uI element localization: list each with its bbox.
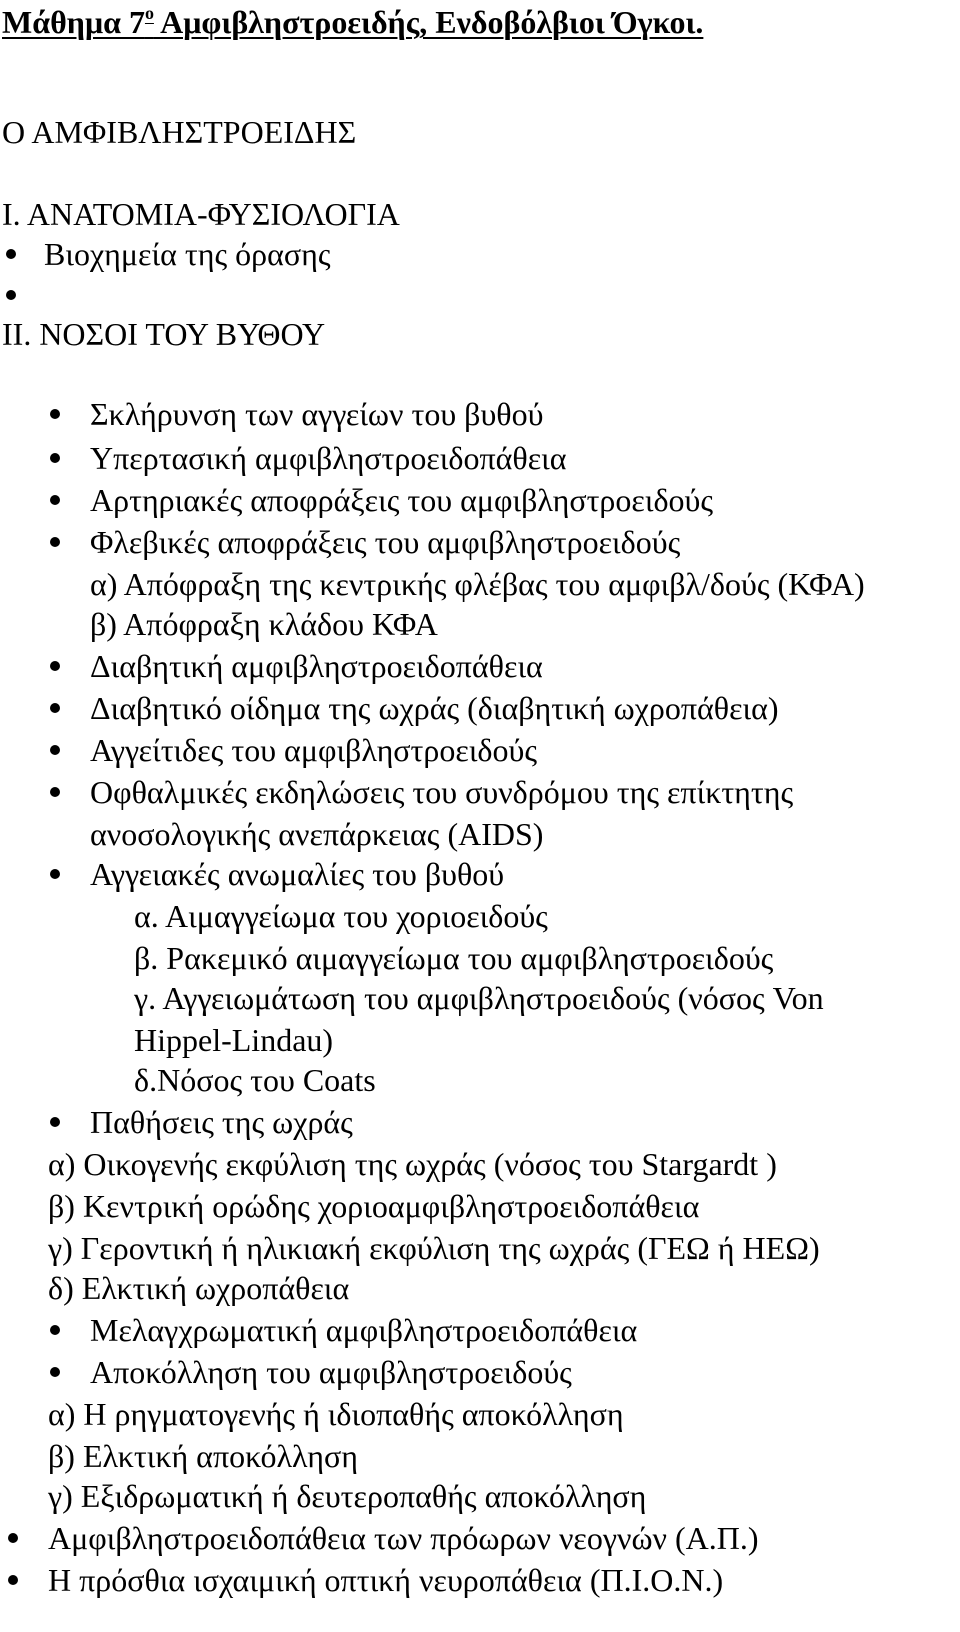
list-subitem: β) Κεντρική ορώδης χοριοαμφιβληστροειδοπάθεια: [48, 1188, 700, 1224]
list-item: Αποκόλληση του αμφιβληστροειδούς: [90, 1354, 572, 1390]
list-subitem: β) Ελκτική αποκόλληση: [48, 1438, 358, 1474]
list-subitem: α) Οικογενής εκφύλιση της ωχράς (νόσος του Stargardt ): [48, 1146, 777, 1182]
list-item-continuation: ανοσολογικής ανεπάρκειας (AIDS): [90, 816, 544, 852]
list-item: Διαβητική αμφιβληστροειδοπάθεια: [90, 648, 543, 684]
list-item: Αμφιβληστροειδοπάθεια των πρόωρων νεογνών (Α.Π.): [48, 1520, 759, 1556]
bullet-icon: [50, 745, 60, 755]
list-item: Οφθαλμικές εκδηλώσεις του συνδρόμου της επίκτητης: [90, 774, 794, 810]
title-prefix: Μάθημα 7: [2, 4, 145, 40]
section-1-heading: Ι. ΑΝΑΤΟΜΙΑ-ΦΥΣΙΟΛΟΓΙΑ: [2, 196, 400, 232]
list-item: Σκλήρυνση των αγγείων του βυθού: [90, 396, 544, 432]
list-item: Αγγειακές ανωμαλίες του βυθού: [90, 856, 505, 892]
title-rest: Αμφιβληστροειδής, Ενδοβόλβιοι Όγκοι.: [153, 4, 704, 40]
list-subitem: α) Η ρηγματογενής ή ιδιοπαθής αποκόλληση: [48, 1396, 624, 1432]
bullet-icon: [50, 703, 60, 713]
bullet-icon: [50, 495, 60, 505]
list-subitem: β. Ρακεμικό αιμαγγείωμα του αμφιβληστροειδούς: [134, 940, 774, 976]
bullet-icon: [50, 1367, 60, 1377]
list-item: Αγγείτιδες του αμφιβληστροειδούς: [90, 732, 538, 768]
list-item: Μελαγχρωματική αμφιβληστροειδοπάθεια: [90, 1312, 638, 1348]
bullet-icon: [50, 787, 60, 797]
bullet-icon: [6, 249, 16, 259]
list-subitem: δ) Ελκτική ωχροπάθεια: [48, 1270, 350, 1306]
list-subitem: γ. Αγγειωμάτωση του αμφιβληστροειδούς (νόσος Von: [134, 980, 824, 1016]
list-subitem: γ) Γεροντική ή ηλικιακή εκφύλιση της ωχράς (ΓΕΩ ή ΗΕΩ): [48, 1230, 820, 1266]
list-item: Παθήσεις της ωχράς: [90, 1104, 353, 1140]
bullet-icon: [50, 1325, 60, 1335]
bullet-icon: [50, 409, 60, 419]
bullet-icon: [50, 537, 60, 547]
lesson-title: [2, 2, 703, 42]
section-main-heading: Ο ΑΜΦΙΒΛΗΣΤΡΟΕΙΔΗΣ: [2, 114, 357, 150]
bullet-icon: [50, 453, 60, 463]
list-subitem: β) Απόφραξη κλάδου ΚΦΑ: [90, 606, 438, 642]
list-item: Φλεβικές αποφράξεις του αμφιβληστροειδούς: [90, 524, 681, 560]
list-item: Υπερτασική αμφιβληστροειδοπάθεια: [90, 440, 567, 476]
bullet-icon: [8, 1533, 18, 1543]
list-item: Η πρόσθια ισχαιμική οπτική νευροπάθεια (Π.Ι.Ο.Ν.): [48, 1562, 724, 1598]
list-subitem-continuation: Hippel-Lindau): [134, 1022, 334, 1058]
section-2-heading: ΙΙ. ΝΟΣΟΙ ΤΟΥ ΒΥΘΟΥ: [2, 316, 326, 352]
list-subitem: δ.Νόσος του Coats: [134, 1062, 376, 1098]
list-item: Διαβητικό οίδημα της ωχράς (διαβητική ωχροπάθεια): [90, 690, 779, 726]
bullet-icon: [50, 869, 60, 879]
title-superscript: ο: [144, 3, 154, 23]
section-1-item: Βιοχημεία της όρασης: [44, 236, 331, 272]
bullet-icon: [50, 661, 60, 671]
list-subitem: α. Αιμαγγείωμα του χοριοειδούς: [134, 898, 548, 934]
bullet-icon: [6, 290, 16, 300]
bullet-icon: [50, 1117, 60, 1127]
list-item: Αρτηριακές αποφράξεις του αμφιβληστροειδούς: [90, 482, 714, 518]
list-subitem: γ) Εξιδρωματική ή δευτεροπαθής αποκόλληση: [48, 1478, 647, 1514]
list-subitem: α) Απόφραξη της κεντρικής φλέβας του αμφιβλ/δούς (ΚΦΑ): [90, 566, 865, 602]
bullet-icon: [8, 1575, 18, 1585]
